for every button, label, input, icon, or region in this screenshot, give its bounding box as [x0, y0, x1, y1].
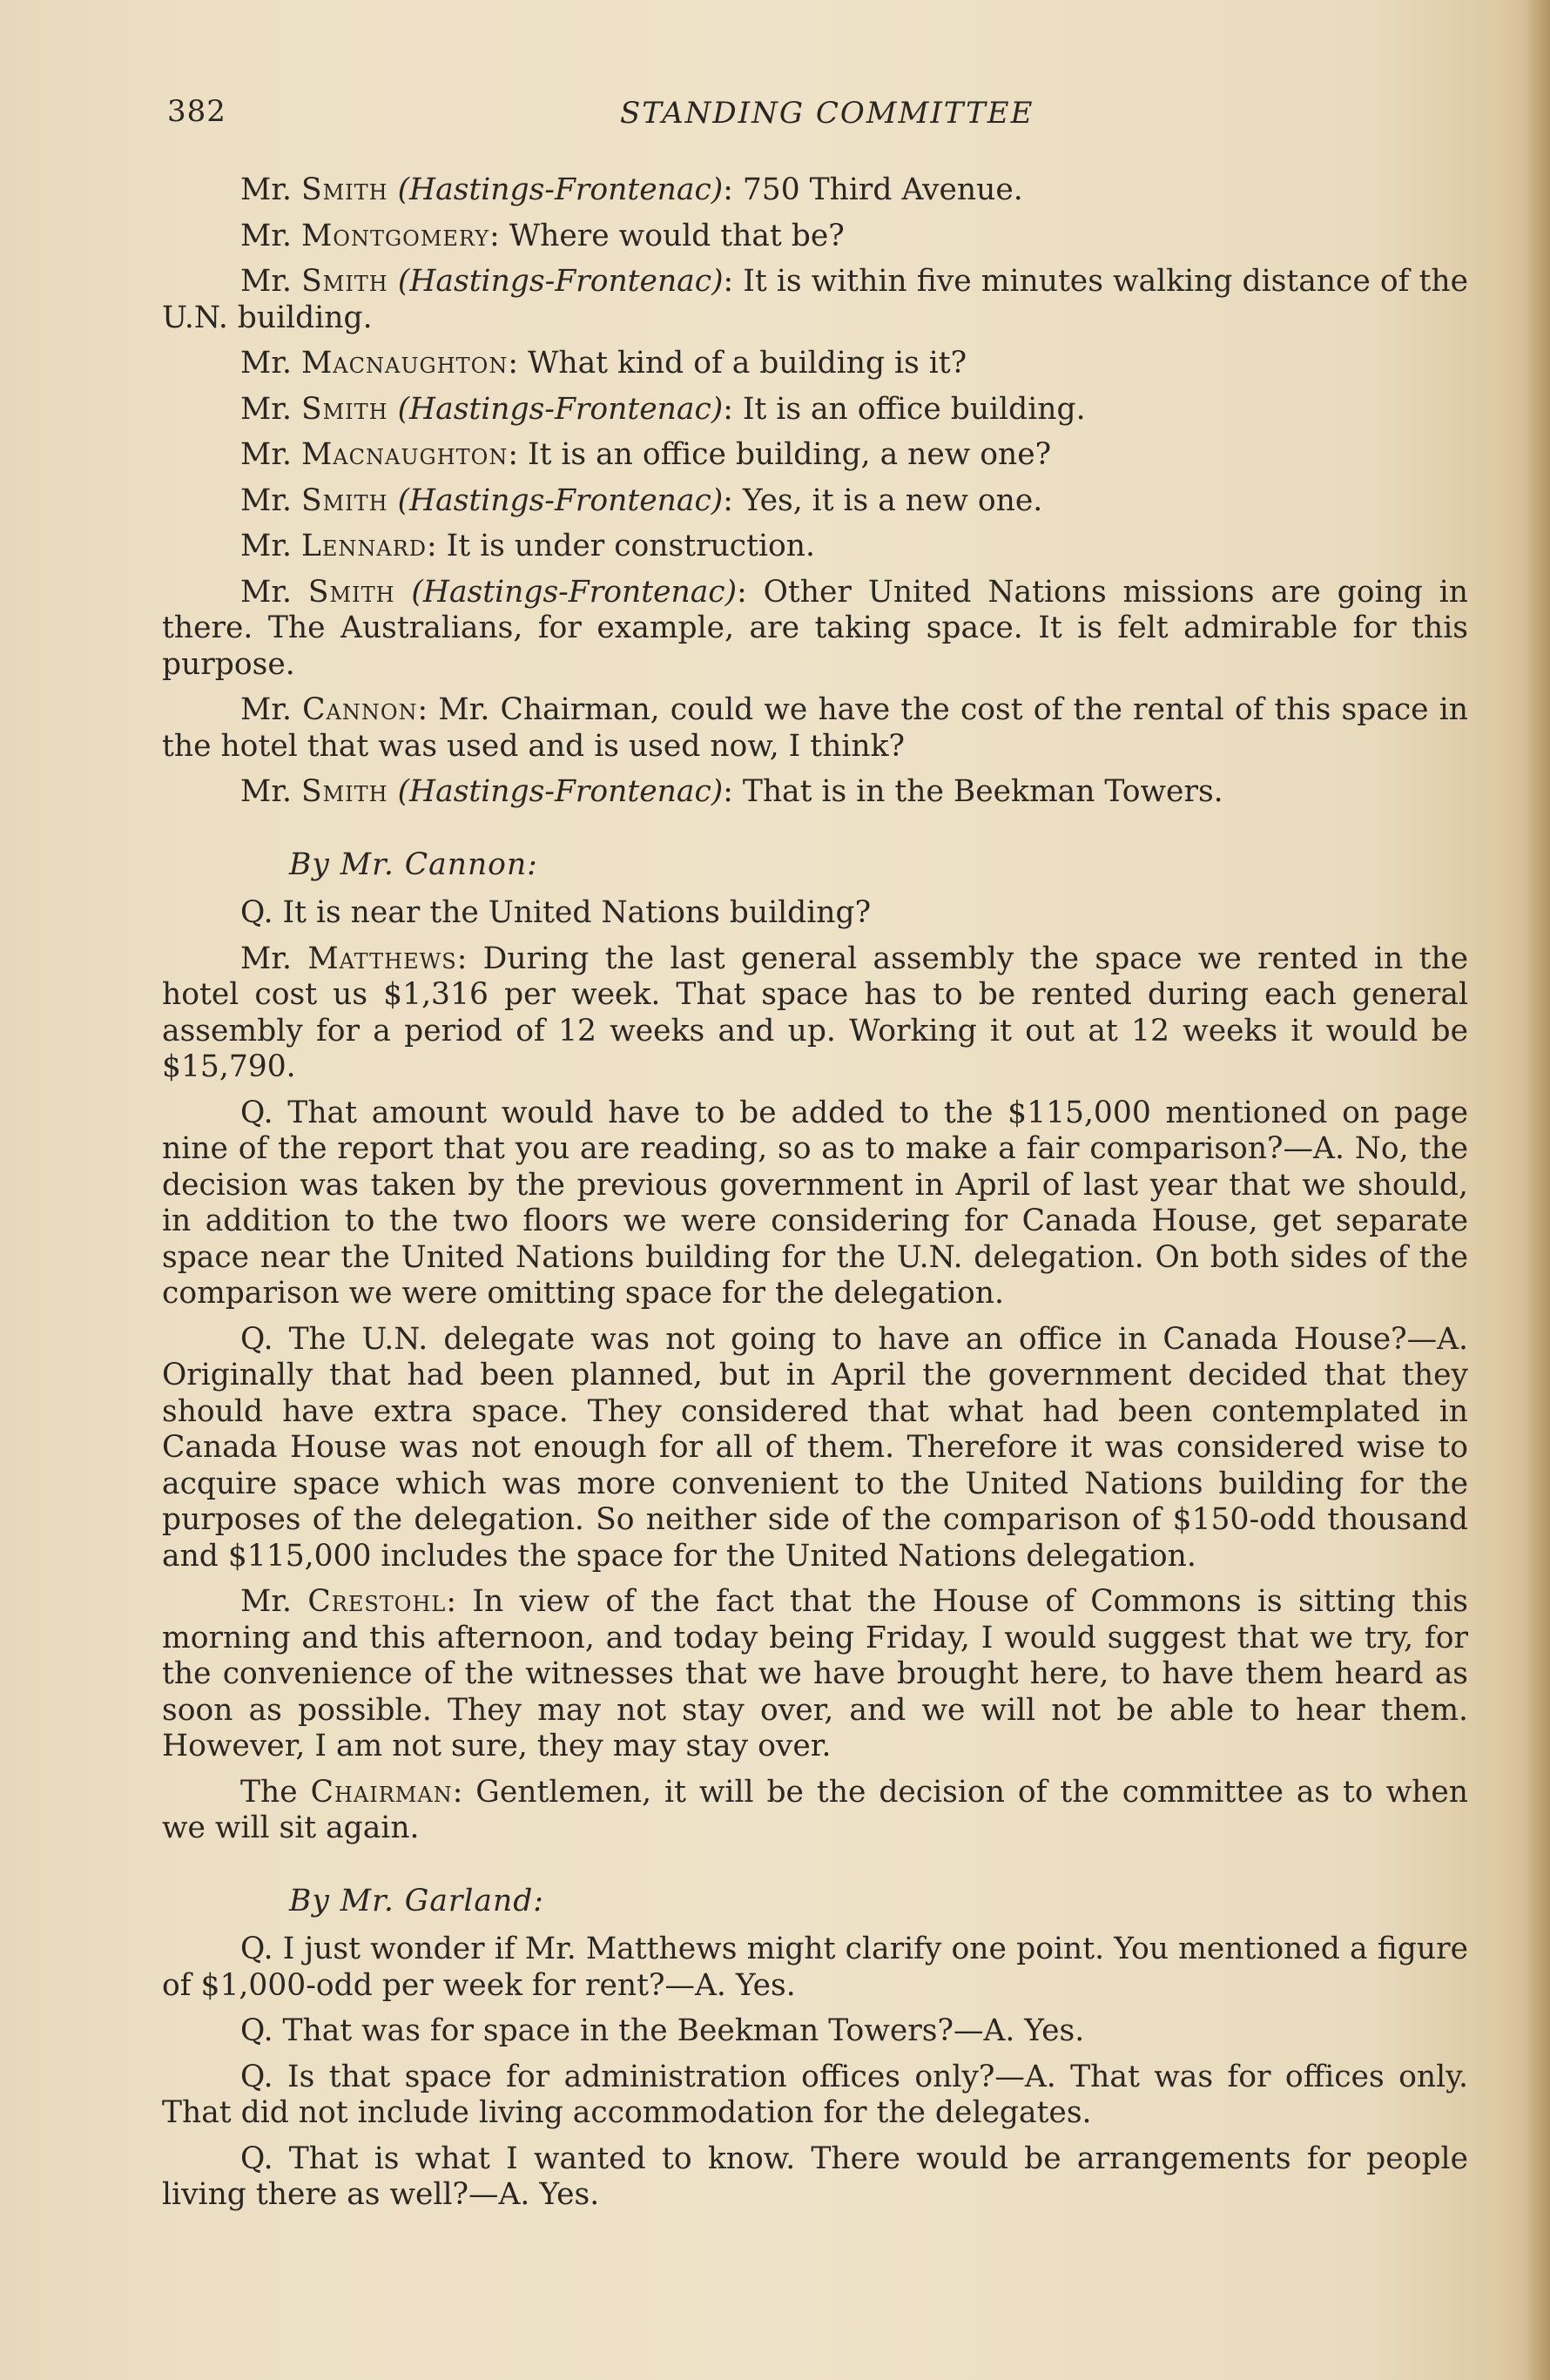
speaker-name: Montgomery [300, 218, 490, 253]
speech-text: Where would that be? [509, 218, 845, 253]
speech-paragraph [162, 774, 1468, 811]
speaker-name: Macnaughton [300, 346, 509, 381]
question-answer-paragraph: Q. I just wonder if Mr. Matthews might clarify one point. You mentioned a figure of $1,000-odd per week for rent?—A. Yes. [162, 1932, 1468, 2003]
speaker-riding: (Hastings-Frontenac) [397, 774, 724, 809]
speaker-title: Mr. [240, 346, 301, 381]
speech-text: It is under construction. [446, 529, 815, 563]
speaker-name: Cannon [302, 692, 418, 727]
speaker-name: Chairman [310, 1774, 453, 1810]
speaker-name: Smith [300, 774, 388, 809]
speech-paragraph [162, 346, 1468, 382]
speech-text: It is an office building, a new one? [527, 437, 1052, 472]
question-answer-paragraph: Q. That amount would have to be added to the $115,000 mentioned on page nine of the report that you are reading, so as to make a fair comparison?—A. No, the decision was taken by the previous government in April of last year that we should, in addition to the two floors we were considering for Canada House, get separate space near the United Nations building for the U.N. delegation. On both sides of the comparison we were omitting space for the delegation. [162, 1095, 1468, 1311]
speech-paragraph [162, 172, 1468, 209]
speech-text: Yes, it is a new one. [742, 482, 1043, 518]
page-header [167, 94, 1491, 136]
speaker-colon: : [723, 482, 743, 518]
speaker-title: Mr. [240, 941, 308, 976]
speaker-title: Mr. [240, 437, 301, 472]
speech-paragraph [162, 483, 1468, 520]
speaker-title: Mr. [240, 218, 301, 253]
speaker-riding: (Hastings-Frontenac) [397, 264, 724, 299]
speaker-colon: : [737, 574, 764, 610]
speech-text: 750 Third Avenue. [742, 172, 1023, 207]
speaker-title: Mr. [240, 574, 308, 610]
speaker-colon: : [723, 264, 744, 299]
speaker-colon: : [427, 529, 447, 563]
question-answer-paragraph: Q. The U.N. delegate was not going to have an office in Canada House?—A. Originally that had been planned, but in April the government decided that they should have extra space. They considered that what had been contemplated in Canada House was not enough for all of them. Therefore it was considered wise to acquire space which was more convenient to the United Nations building for the purposes of the delegation. So neither side of the comparison of $150-odd thousand and $115,000 includes the space for the United Nations delegation. [162, 1321, 1468, 1574]
speech-text: Mr. Chairman, could we have the cost of the rental of this space in the hotel that was used and is used now, I think? [162, 692, 1468, 764]
speaker-title: Mr. [240, 529, 301, 563]
speech-text: During the last general assembly the space we rented in the hotel cost us $1,316 per week. That space has to be rented during each general assembly for a period of 12 weeks and up. Working it out at 12 weeks it would be $15,790. [162, 941, 1469, 1084]
speech-text: Gentlemen, it will be the decision of the committee as to when we will sit again. [162, 1774, 1468, 1845]
speaker-title: Mr. [240, 1584, 308, 1619]
speech-text: It is an office building. [742, 391, 1086, 427]
speaker-colon: : [723, 774, 743, 809]
speaker-name: Macnaughton [300, 437, 509, 472]
running-head: STANDING COMMITTEE [620, 96, 1034, 131]
speaker-colon: : [508, 437, 528, 472]
speaker-title: Mr. [240, 482, 301, 518]
question-answer-paragraph: Q. That is what I wanted to know. There would be arrangements for people living there as well?—A. Yes. [162, 2141, 1468, 2212]
speech-text: In view of the fact that the House of Commons is sitting this morning and this afternoon, and today being Friday, I would suggest that we try, for the convenience of the witnesses that we have brought here, to have them heard as soon as possible. They may not stay over, and we will not be able to hear them. However, I am not sure, they may stay over. [162, 1584, 1468, 1763]
page-edge-shading [1526, 0, 1550, 2380]
speaker-title: The [240, 1774, 311, 1810]
speech-paragraph [162, 941, 1468, 1086]
speaker-colon: : [446, 1584, 473, 1619]
speaker-name: Smith [307, 574, 395, 610]
examiner-byline: By Mr. Cannon: [289, 846, 538, 882]
question-answer-paragraph: Q. It is near the United Nations building? [240, 895, 872, 930]
speaker-name: Smith [301, 264, 388, 299]
speaker-colon: : [723, 172, 743, 207]
speaker-title: Mr. [240, 774, 301, 809]
speech-text: It is within five minutes walking distance of the U.N. building. [162, 264, 1469, 335]
speaker-riding: (Hastings-Frontenac) [397, 391, 724, 427]
speaker-name: Matthews [307, 941, 457, 976]
speaker-title: Mr. [240, 264, 302, 299]
speech-paragraph [162, 219, 1468, 255]
speech-paragraph [162, 1584, 1468, 1765]
speaker-name: Crestohl [307, 1584, 447, 1619]
speech-paragraph [162, 692, 1468, 765]
speech-paragraph [162, 1775, 1468, 1847]
speech-paragraph [162, 529, 1468, 565]
speaker-colon: : [452, 1774, 476, 1810]
speaker-colon: : [723, 391, 743, 427]
speech-text: Other United Nations missions are going in there. The Australians, for example, are taking space. It is felt admirable for this purpose. [162, 574, 1469, 682]
speaker-name: Smith [300, 391, 388, 427]
speaker-colon: : [417, 692, 439, 727]
speaker-title: Mr. [240, 692, 303, 727]
question-answer-paragraph: Q. Is that space for administration offices only?—A. That was for offices only. That did not include living accommodation for the delegates. [162, 2059, 1468, 2130]
question-answer-paragraph: Q. That was for space in the Beekman Towers?—A. Yes. [240, 2013, 1085, 2048]
speaker-name: Smith [300, 482, 388, 518]
page-number: 382 [167, 94, 226, 129]
speaker-colon: : [508, 346, 528, 381]
speaker-name: Lennard [300, 529, 428, 563]
speaker-riding: (Hastings-Frontenac) [397, 482, 724, 518]
examiner-byline: By Mr. Garland: [289, 1883, 544, 1918]
speaker-colon: : [489, 218, 509, 253]
speaker-name: Smith [300, 172, 388, 207]
speech-paragraph [162, 392, 1468, 428]
speech-text: That is in the Beekman Towers. [742, 774, 1223, 809]
speaker-riding: (Hastings-Frontenac) [397, 172, 724, 207]
speaker-riding: (Hastings-Frontenac) [411, 574, 738, 610]
speaker-title: Mr. [240, 391, 301, 427]
transcript-body [162, 172, 1468, 2223]
speech-paragraph [162, 437, 1468, 474]
speech-paragraph [162, 575, 1468, 684]
speaker-colon: : [456, 941, 483, 976]
speech-text: What kind of a building is it? [527, 346, 967, 381]
speaker-title: Mr. [240, 172, 301, 207]
speech-paragraph [162, 264, 1468, 336]
